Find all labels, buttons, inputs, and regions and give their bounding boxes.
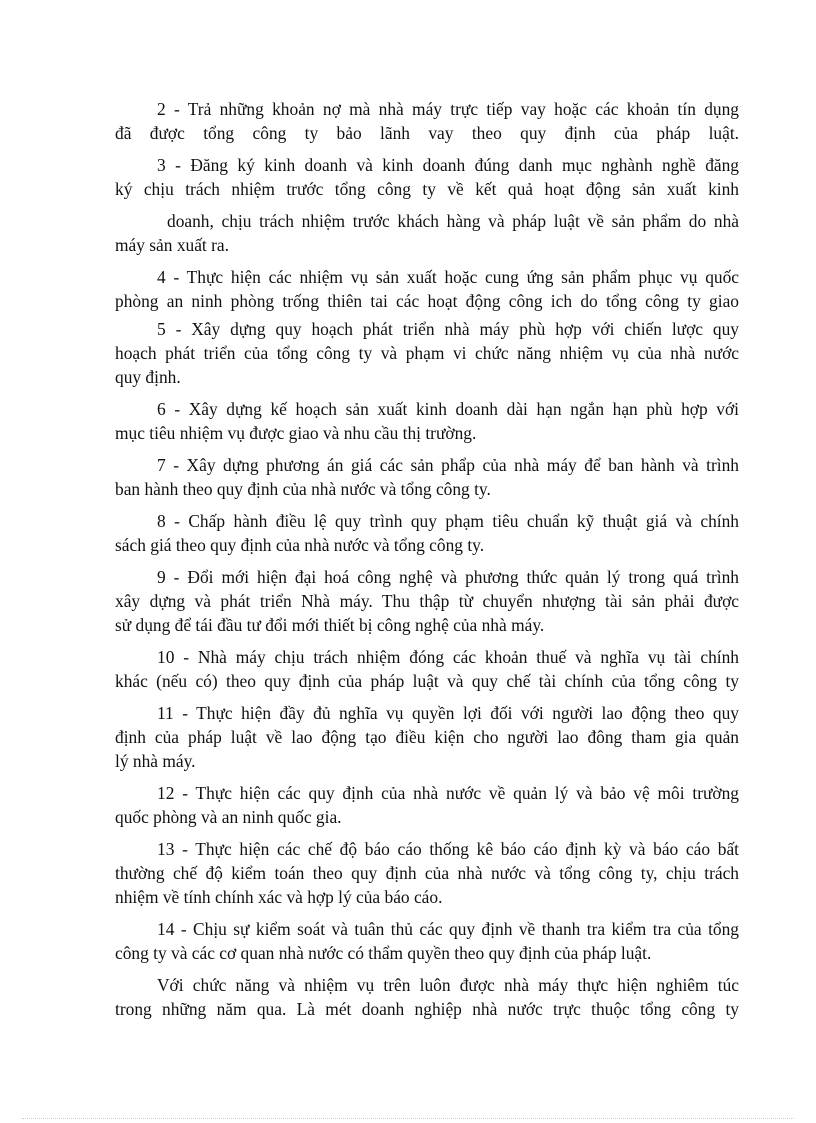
text-line: 12 - Thực hiện các quy định của nhà nước về quản lý và bảo vệ môi trường [157, 783, 739, 803]
text-line: 8 - Chấp hành điều lệ quy trình quy phạm tiêu chuẩn kỹ thuật giá và chính [157, 511, 739, 531]
text-line: 6 - Xây dựng kế hoạch sản xuất kinh doanh dài hạn ngắn hạn phù hợp với [157, 399, 739, 419]
document-body [115, 97, 739, 1029]
paragraph-item-7 [115, 453, 739, 501]
text-line: 10 - Nhà máy chịu trách nhiệm đóng các khoản thuế và nghĩa vụ tài chính [157, 647, 739, 667]
text-line: 11 - Thực hiện đầy đủ nghĩa vụ quyền lợi đối với người lao động theo quy [157, 703, 739, 723]
paragraph-item-14 [115, 917, 739, 965]
text-line: thường chế độ kiểm toán theo quy định của nhà nước và tổng công ty, chịu trách [115, 863, 739, 883]
paragraph-item-3 [115, 153, 739, 201]
text-line: đã được tổng công ty bảo lãnh vay theo quy định của pháp luật. [115, 123, 739, 143]
text-line: hoạch phát triển của tổng công ty và phạm vi chức năng nhiệm vụ của nhà nước [115, 343, 739, 363]
text-line: sử dụng để tái đầu tư đổi mới thiết bị công nghệ của nhà máy. [115, 615, 545, 635]
text-line: công ty và các cơ quan nhà nước có thẩm quyền theo quy định của pháp luật. [115, 943, 652, 963]
text-line: phòng an ninh phòng trống thiên tai các hoạt động công ich do tổng công ty giao [115, 291, 739, 311]
text-line: trong những năm qua. Là mét doanh nghiệp nhà nước trực thuộc tổng công ty [115, 999, 739, 1019]
text-line: sách giá theo quy định của nhà nước và tổng công ty. [115, 535, 485, 555]
text-line: khác (nếu có) theo quy định của pháp luật và quy chế tài chính của tổng công ty [115, 671, 739, 691]
text-line: 13 - Thực hiện các chế độ báo cáo thống kê báo cáo định kỳ và báo cáo bất [157, 839, 739, 859]
paragraph-item-8 [115, 509, 739, 557]
text-line: quy định. [115, 367, 181, 387]
text-line: 14 - Chịu sự kiểm soát và tuân thủ các quy định về thanh tra kiểm tra của tổng [157, 919, 739, 939]
text-line: 5 - Xây dựng quy hoạch phát triển nhà máy phù hợp với chiến lược quy [157, 319, 739, 339]
text-line: doanh, chịu trách nhiệm trước khách hàng và pháp luật về sản phẩm do nhà [167, 211, 739, 231]
paragraph-item-3-continued [115, 209, 739, 257]
paragraph-item-9 [115, 565, 739, 637]
text-line: máy sản xuất ra. [115, 235, 229, 255]
paragraph-item-4 [115, 265, 739, 313]
text-line: 3 - Đăng ký kinh doanh và kinh doanh đúng danh mục nghành nghề đăng [157, 155, 739, 175]
paragraph-item-6 [115, 397, 739, 445]
text-line: mục tiêu nhiệm vụ được giao và nhu cầu thị trường. [115, 423, 477, 443]
text-line: ban hành theo quy định của nhà nước và tổng công ty. [115, 479, 491, 499]
text-line: 2 - Trả những khoản nợ mà nhà máy trực tiếp vay hoặc các khoản tín dụng [157, 99, 739, 119]
text-line: 7 - Xây dựng phương án giá các sản phẩp của nhà máy để ban hành và trình [157, 455, 739, 475]
text-line: quốc phòng và an ninh quốc gia. [115, 807, 342, 827]
text-line: nhiệm về tính chính xác và hợp lý của báo cáo. [115, 887, 443, 907]
text-line: Với chức năng và nhiệm vụ trên luôn được nhà máy thực hiện nghiêm túc [157, 975, 739, 995]
paragraph-item-13 [115, 837, 739, 909]
paragraph-item-10 [115, 645, 739, 693]
text-line: 4 - Thực hiện các nhiệm vụ sản xuất hoặc cung ứng sản phẩm phục vụ quốc [157, 267, 739, 287]
text-line: định của pháp luật về lao động tạo điều kiện cho người lao đông tham gia quản [115, 727, 739, 747]
text-line: 9 - Đổi mới hiện đại hoá công nghệ và phương thức quản lý trong quá trình [157, 567, 739, 587]
paragraph-conclusion [115, 973, 739, 1021]
paragraph-item-5 [115, 317, 739, 389]
paragraph-item-2 [115, 97, 739, 145]
paragraph-item-11 [115, 701, 739, 773]
paragraph-item-12 [115, 781, 739, 829]
page-bottom-divider [22, 1118, 794, 1119]
text-line: xây dựng và phát triển Nhà máy. Thu thập từ chuyển nhượng tài sản phải được [115, 591, 739, 611]
text-line: ký chịu trách nhiệm trước tổng công ty về kết quả hoạt động sản xuất kinh [115, 179, 739, 199]
text-line: lý nhà máy. [115, 751, 196, 771]
